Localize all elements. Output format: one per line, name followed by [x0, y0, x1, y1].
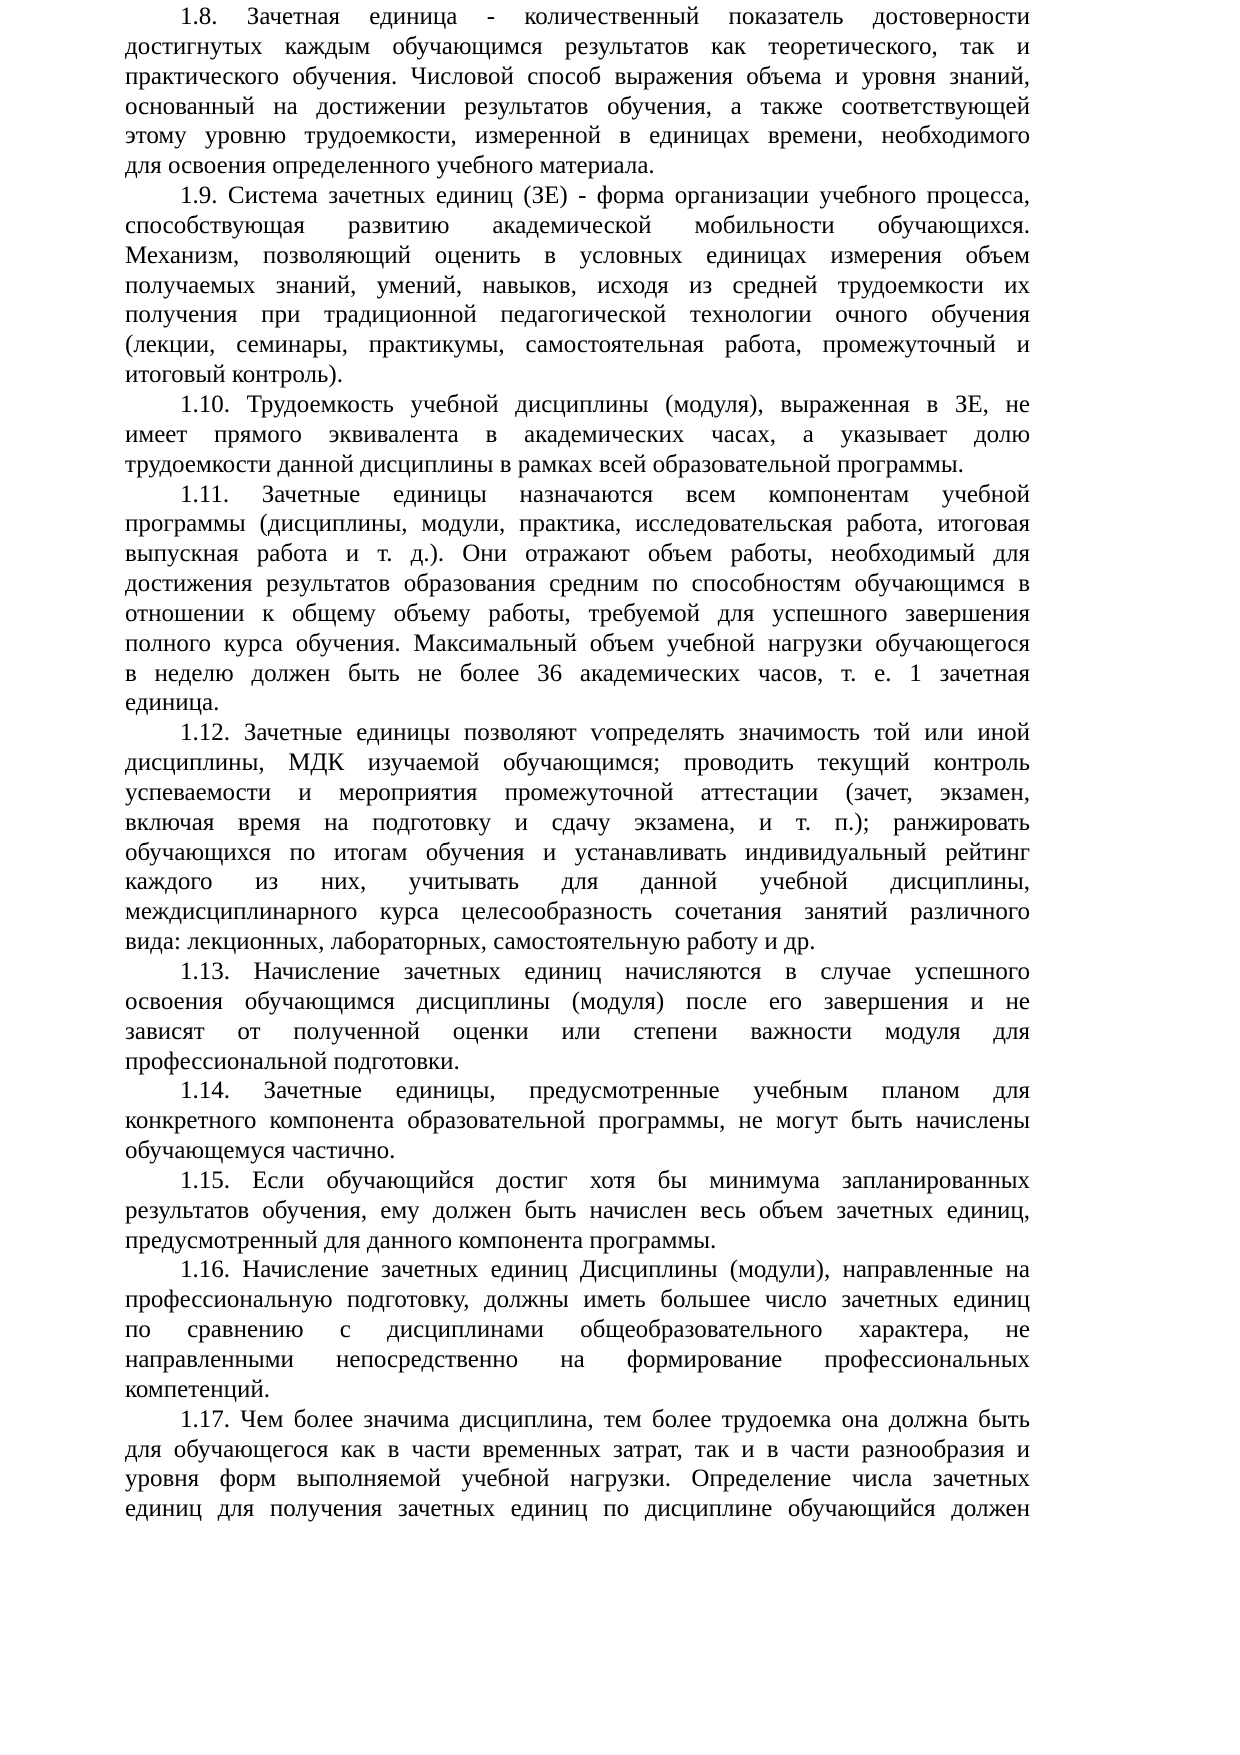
text-line: этому уровню трудоемкости, измеренной в единицах времени, необходимого	[125, 122, 1030, 150]
paragraph-1-9	[125, 181, 1030, 390]
paragraph-heading-line: 1.17. Чем более значима дисциплина, тем более трудоемка она должна быть	[180, 1405, 1030, 1433]
text-line: междисциплинарного курса целесообразность сочетания занятий различного	[125, 898, 1030, 926]
paragraph-1-13	[125, 957, 1030, 1076]
paragraph-1-17	[125, 1405, 1030, 1524]
text-line: по сравнению с дисциплинами общеобразовательного характера, не	[125, 1316, 1030, 1344]
text-line: получения при традиционной педагогической технологии очного обучения	[125, 301, 1030, 329]
text-line: успеваемости и мероприятия промежуточной аттестации (зачет, экзамен,	[125, 778, 1030, 806]
text-line: итоговый контроль).	[125, 361, 343, 389]
text-line: достигнутых каждым обучающимся результатов как теоретического, так и	[125, 32, 1030, 60]
paragraph-heading-line: 1.15. Если обучающийся достиг хотя бы минимума запланированных	[180, 1166, 1030, 1194]
paragraph-heading-line: 1.8. Зачетная единица - количественный показатель достоверности	[180, 3, 1030, 30]
text-line: зависят от полученной оценки или степени важности модуля для	[125, 1017, 1030, 1045]
text-line: освоения обучающимся дисциплины (модуля) после его завершения и не	[125, 987, 1030, 1015]
text-line: основанный на достижении результатов обучения, а также соответствующей	[125, 92, 1030, 120]
text-line: результатов обучения, ему должен быть начислен весь объем зачетных единиц,	[125, 1196, 1030, 1224]
text-line: выпускная работа и т. д.). Они отражают объем работы, необходимый для	[125, 540, 1030, 568]
text-line: включая время на подготовку и сдачу экзамена, и т. п.); ранжировать	[125, 808, 1030, 836]
paragraph-heading-line: 1.13. Начисление зачетных единиц начисляются в случае успешного	[180, 958, 1030, 985]
text-line: каждого из них, учитывать для данной учебной дисциплины,	[125, 868, 1030, 896]
paragraph-1-16	[125, 1255, 1030, 1404]
text-line: в неделю должен быть не более 36 академических часов, т. е. 1 зачетная	[125, 659, 1030, 687]
text-line: полного курса обучения. Максимальный объем учебной нагрузки обучающегося	[125, 629, 1030, 657]
paragraph-1-14	[125, 1076, 1030, 1166]
text-line: профессиональную подготовку, должны иметь большее число зачетных единиц	[125, 1286, 1030, 1314]
text-line: получаемых знаний, умений, навыков, исходя из средней трудоемкости их	[125, 271, 1030, 299]
text-line: обучающемуся частично.	[125, 1137, 396, 1165]
text-line: обучающихся по итогам обучения и устанавливать индивидуальный рейтинг	[125, 838, 1030, 866]
paragraph-1-8	[125, 2, 1030, 181]
text-line: Механизм, позволяющий оценить в условных единицах измерения объем	[125, 241, 1030, 269]
text-line: направленными непосредственно на формирование профессиональных	[125, 1345, 1030, 1373]
text-line: вида: лекционных, лабораторных, самостоятельную работу и др.	[125, 928, 816, 956]
text-line: единица.	[125, 689, 220, 717]
text-line: отношении к общему объему работы, требуемой для успешного завершения	[125, 599, 1030, 627]
paragraph-heading-line: 1.11. Зачетные единицы назначаются всем компонентам учебной	[180, 480, 1030, 508]
text-line: единиц для получения зачетных единиц по дисциплине обучающийся должен	[125, 1495, 1030, 1523]
text-line: имеет прямого эквивалента в академических часах, а указывает долю	[125, 420, 1030, 448]
paragraph-1-10	[125, 390, 1030, 480]
text-line: достижения результатов образования средним по способностям обучающимся в	[125, 570, 1030, 598]
paragraph-1-11	[125, 480, 1030, 719]
text-line: профессиональной подготовки.	[125, 1047, 460, 1075]
text-line: конкретного компонента образовательной программы, не могут быть начислены	[125, 1107, 1030, 1135]
text-line: способствующая развитию академической мобильности обучающихся.	[125, 211, 1030, 239]
paragraph-heading-line: 1.16. Начисление зачетных единиц Дисциплины (модули), направленные на	[180, 1256, 1030, 1284]
text-line: для освоения определенного учебного материала.	[125, 152, 655, 180]
text-line: (лекции, семинары, практикумы, самостоятельная работа, промежуточный и	[125, 331, 1030, 359]
text-line: программы (дисциплины, модули, практика, исследовательская работа, итоговая	[125, 510, 1030, 538]
paragraph-1-15	[125, 1166, 1030, 1256]
paragraph-heading-line: 1.10. Трудоемкость учебной дисциплины (модуля), выраженная в ЗЕ, не	[180, 390, 1030, 418]
paragraph-1-12	[125, 718, 1030, 957]
text-line: компетенций.	[125, 1375, 270, 1403]
paragraph-heading-line: 1.9. Система зачетных единиц (ЗЕ) - форма организации учебного процесса,	[180, 182, 1030, 210]
text-line: для обучающегося как в части временных затрат, так и в части разнообразия и	[125, 1435, 1030, 1463]
text-line: уровня форм выполняемой учебной нагрузки. Определение числа зачетных	[125, 1465, 1030, 1493]
document-body	[125, 2, 1030, 1524]
text-line: практического обучения. Числовой способ выражения объема и уровня знаний,	[125, 62, 1030, 90]
text-line: предусмотренный для данного компонента программы.	[125, 1226, 717, 1254]
paragraph-heading-line: 1.12. Зачетные единицы позволяют ѵопределять значимость той или иной	[180, 719, 1030, 747]
text-line: дисциплины, МДК изучаемой обучающимся; проводить текущий контроль	[125, 749, 1030, 777]
paragraph-heading-line: 1.14. Зачетные единицы, предусмотренные учебным планом для	[180, 1077, 1030, 1105]
text-line: трудоемкости данной дисциплины в рамках всей образовательной программы.	[125, 450, 964, 478]
